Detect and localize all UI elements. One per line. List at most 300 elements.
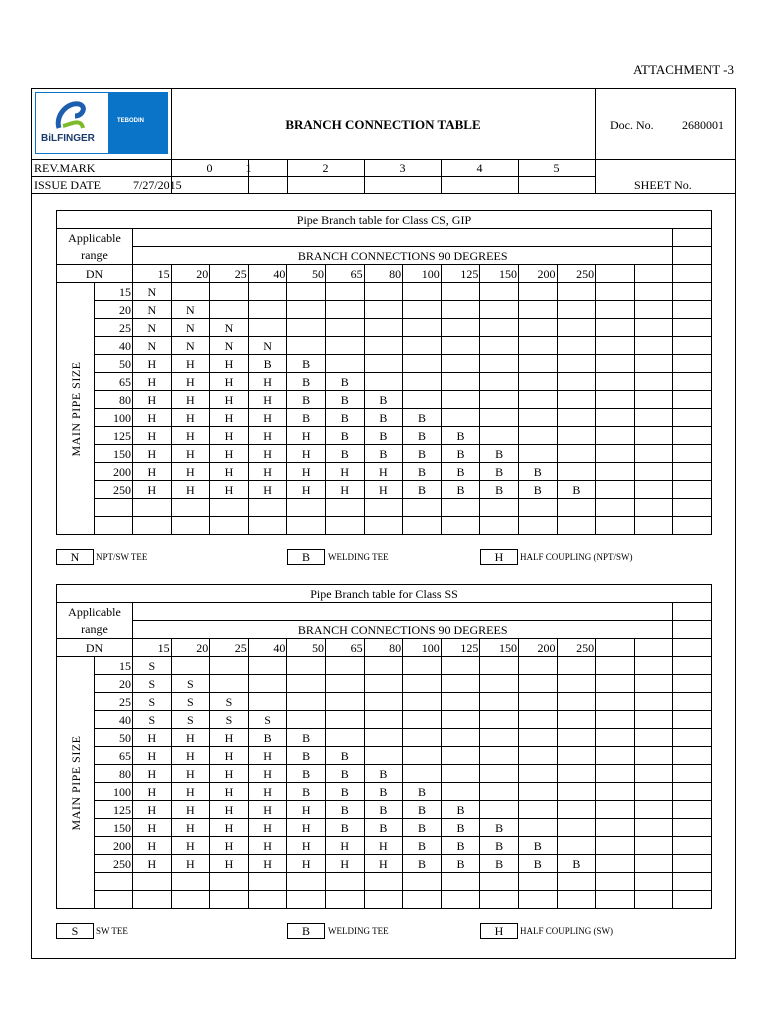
blank-cell <box>325 499 364 517</box>
connection-code: B <box>441 837 480 855</box>
blank-cell <box>364 675 403 693</box>
connection-code: B <box>325 427 364 445</box>
blank-cell <box>480 409 519 427</box>
blank-cell <box>210 517 249 535</box>
rev-mark-2: 2 <box>322 161 329 175</box>
blank-cell <box>596 855 635 873</box>
branch-size-header: 50 <box>287 639 326 657</box>
connection-code: B <box>287 391 326 409</box>
blank-cell <box>518 301 557 319</box>
connection-code: B <box>518 837 557 855</box>
table-row <box>57 765 712 783</box>
blank-cell <box>518 409 557 427</box>
connection-code: B <box>403 783 442 801</box>
blank-cell <box>557 337 596 355</box>
main-size-header: 80 <box>95 391 133 409</box>
main-size-header: 65 <box>95 373 133 391</box>
blank-cell <box>480 499 519 517</box>
table-row <box>57 517 712 535</box>
blank-cell <box>133 517 172 535</box>
blank-cell <box>95 517 133 535</box>
blank-cell <box>364 283 403 301</box>
connection-code: H <box>133 747 172 765</box>
blank-cell <box>480 391 519 409</box>
blank-cell <box>480 319 519 337</box>
blank-cell <box>518 283 557 301</box>
connection-code: H <box>287 855 326 873</box>
blank-cell <box>287 675 326 693</box>
blank-cell <box>673 391 712 409</box>
main-size-header: 100 <box>95 783 133 801</box>
blank-cell <box>673 837 712 855</box>
blank-cell <box>403 711 442 729</box>
connection-code: H <box>171 409 210 427</box>
blank-cell <box>557 747 596 765</box>
blank-cell <box>325 675 364 693</box>
blank-cell <box>634 855 673 873</box>
blank-cell <box>248 301 287 319</box>
connection-code: H <box>325 855 364 873</box>
blank-cell <box>441 747 480 765</box>
branch-size-header: 200 <box>518 639 557 657</box>
connection-code: H <box>171 783 210 801</box>
table-row <box>57 801 712 819</box>
blank-cell <box>557 783 596 801</box>
connection-code: S <box>133 711 172 729</box>
blank-cell <box>480 337 519 355</box>
blank-cell <box>325 873 364 891</box>
blank-cell <box>403 675 442 693</box>
main-size-header: 50 <box>95 729 133 747</box>
blank-cell <box>634 693 673 711</box>
blank-cell <box>673 445 712 463</box>
blank-cell <box>403 319 442 337</box>
connection-code: N <box>210 319 249 337</box>
blank-cell <box>518 765 557 783</box>
legend-label: HALF COUPLING (NPT/SW) <box>520 552 633 562</box>
table-row <box>57 391 712 409</box>
blank-cell <box>634 675 673 693</box>
blank-cell <box>441 517 480 535</box>
connection-code: B <box>403 837 442 855</box>
blank-cell <box>557 675 596 693</box>
rev-mark-label: REV.MARK <box>34 161 96 175</box>
connection-code: H <box>133 819 172 837</box>
blank-cell <box>480 711 519 729</box>
logo-subtext: TEBODIN <box>117 118 144 124</box>
blank-cell <box>133 229 673 247</box>
blank-cell <box>248 873 287 891</box>
blank-cell <box>634 873 673 891</box>
table-row <box>57 427 712 445</box>
legend-code: H <box>480 923 518 939</box>
connection-code: B <box>480 819 519 837</box>
blank-cell <box>518 747 557 765</box>
connection-code: H <box>287 819 326 837</box>
blank-cell <box>480 301 519 319</box>
connection-code: H <box>171 837 210 855</box>
blank-cell <box>634 499 673 517</box>
legend-label: HALF COUPLING (SW) <box>520 926 613 936</box>
blank-cell <box>596 373 635 391</box>
legend-code: B <box>287 549 325 565</box>
blank-cell <box>634 639 673 657</box>
blank-cell <box>596 265 635 283</box>
blank-cell <box>95 873 133 891</box>
blank-cell <box>248 499 287 517</box>
connection-code: H <box>364 481 403 499</box>
blank-cell <box>596 499 635 517</box>
blank-cell <box>557 283 596 301</box>
connection-code: H <box>171 729 210 747</box>
blank-cell <box>596 657 635 675</box>
blank-cell <box>634 391 673 409</box>
doc-number-label: Doc. No. <box>610 118 654 132</box>
connection-code: B <box>287 373 326 391</box>
blank-cell <box>596 391 635 409</box>
main-size-header: 50 <box>95 355 133 373</box>
doc-number: 2680001 <box>682 118 724 132</box>
connection-code: B <box>364 391 403 409</box>
connection-code: H <box>210 373 249 391</box>
blank-cell <box>133 891 172 909</box>
blank-cell <box>287 499 326 517</box>
applicable-label: Applicable <box>57 229 133 247</box>
connection-code: B <box>480 837 519 855</box>
connection-code: H <box>248 783 287 801</box>
blank-cell <box>596 711 635 729</box>
blank-cell <box>441 657 480 675</box>
blank-cell <box>403 517 442 535</box>
table-row <box>57 445 712 463</box>
blank-cell <box>596 639 635 657</box>
branch-size-header: 40 <box>248 265 287 283</box>
blank-cell <box>596 801 635 819</box>
blank-cell <box>518 729 557 747</box>
main-pipe-size-cell <box>57 283 95 535</box>
blank-cell <box>364 693 403 711</box>
blank-cell <box>364 337 403 355</box>
blank-cell <box>634 517 673 535</box>
connection-code: H <box>210 445 249 463</box>
connection-code: H <box>364 463 403 481</box>
main-pipe-size-label: MAIN PIPE SIZE <box>68 734 83 831</box>
blank-cell <box>557 499 596 517</box>
blank-cell <box>403 657 442 675</box>
blank-cell <box>287 283 326 301</box>
connection-code: B <box>287 765 326 783</box>
blank-cell <box>403 729 442 747</box>
blank-cell <box>441 873 480 891</box>
connection-code: S <box>248 711 287 729</box>
blank-cell <box>673 499 712 517</box>
connection-code: H <box>325 481 364 499</box>
blank-cell <box>518 517 557 535</box>
blank-cell <box>596 337 635 355</box>
branch-table <box>56 210 712 535</box>
connection-code: B <box>441 481 480 499</box>
blank-cell <box>480 765 519 783</box>
branch-size-header: 65 <box>325 639 364 657</box>
blank-cell <box>518 319 557 337</box>
issue-date: 7/27/2015 <box>133 178 182 192</box>
connection-code: H <box>248 765 287 783</box>
connection-code: S <box>133 675 172 693</box>
blank-cell <box>441 391 480 409</box>
rev-mark-5: 5 <box>553 161 560 175</box>
blank-cell <box>287 517 326 535</box>
branch-size-header: 65 <box>325 265 364 283</box>
connection-code: N <box>171 301 210 319</box>
main-size-header: 250 <box>95 855 133 873</box>
blank-cell <box>287 301 326 319</box>
table-row <box>57 855 712 873</box>
blank-cell <box>171 873 210 891</box>
blank-cell <box>634 711 673 729</box>
blank-cell <box>557 891 596 909</box>
blank-cell <box>596 837 635 855</box>
main-size-header: 15 <box>95 657 133 675</box>
connection-code: H <box>171 355 210 373</box>
table-row <box>57 373 712 391</box>
blank-cell <box>634 765 673 783</box>
main-size-header: 125 <box>95 801 133 819</box>
blank-cell <box>596 675 635 693</box>
blank-cell <box>673 517 712 535</box>
blank-cell <box>403 873 442 891</box>
blank-cell <box>95 891 133 909</box>
blank-cell <box>403 765 442 783</box>
blank-cell <box>634 265 673 283</box>
connection-code: B <box>364 765 403 783</box>
connection-code: B <box>325 801 364 819</box>
connection-code: H <box>210 783 249 801</box>
blank-cell <box>325 337 364 355</box>
company-logo <box>35 92 168 154</box>
blank-cell <box>673 247 712 265</box>
blank-cell <box>518 819 557 837</box>
blank-cell <box>634 463 673 481</box>
blank-cell <box>441 409 480 427</box>
blank-cell <box>248 517 287 535</box>
blank-cell <box>596 427 635 445</box>
table-row <box>57 837 712 855</box>
connection-code: H <box>133 391 172 409</box>
connection-code: B <box>287 783 326 801</box>
blank-cell <box>480 517 519 535</box>
branch-size-header: 25 <box>210 639 249 657</box>
blank-cell <box>480 373 519 391</box>
blank-cell <box>673 873 712 891</box>
blank-cell <box>634 819 673 837</box>
blank-cell <box>441 783 480 801</box>
connection-code: H <box>171 445 210 463</box>
blank-cell <box>480 873 519 891</box>
branch-connections-label: BRANCH CONNECTIONS 90 DEGREES <box>133 247 673 265</box>
blank-cell <box>634 657 673 675</box>
blank-cell <box>518 675 557 693</box>
blank-cell <box>287 711 326 729</box>
connection-code: B <box>557 855 596 873</box>
connection-code: B <box>325 765 364 783</box>
blank-cell <box>673 481 712 499</box>
blank-cell <box>557 819 596 837</box>
connection-code: H <box>210 427 249 445</box>
blank-cell <box>403 283 442 301</box>
blank-cell <box>634 729 673 747</box>
connection-code: H <box>210 409 249 427</box>
connection-code: B <box>403 855 442 873</box>
connection-code: N <box>210 337 249 355</box>
connection-code: H <box>287 445 326 463</box>
blank-cell <box>596 355 635 373</box>
main-size-header: 100 <box>95 409 133 427</box>
blank-cell <box>596 819 635 837</box>
blank-cell <box>287 891 326 909</box>
blank-cell <box>634 891 673 909</box>
branch-size-header: 80 <box>364 639 403 657</box>
connection-code: B <box>287 729 326 747</box>
blank-cell <box>673 819 712 837</box>
table-row <box>57 819 712 837</box>
logo-text: BiLFINGER <box>41 133 95 144</box>
blank-cell <box>673 855 712 873</box>
blank-cell <box>480 427 519 445</box>
table-row <box>57 693 712 711</box>
blank-cell <box>557 873 596 891</box>
blank-cell <box>171 283 210 301</box>
blank-cell <box>210 301 249 319</box>
connection-code: H <box>171 801 210 819</box>
blank-cell <box>248 283 287 301</box>
blank-cell <box>557 319 596 337</box>
connection-code: H <box>171 819 210 837</box>
rev-mark-3: 3 <box>399 161 406 175</box>
main-size-header: 125 <box>95 427 133 445</box>
main-size-header: 20 <box>95 675 133 693</box>
blank-cell <box>480 675 519 693</box>
blank-cell <box>518 891 557 909</box>
main-size-header: 15 <box>95 283 133 301</box>
connection-code: N <box>133 319 172 337</box>
blank-cell <box>403 391 442 409</box>
branch-size-header: 25 <box>210 265 249 283</box>
blank-cell <box>634 319 673 337</box>
connection-code: H <box>248 409 287 427</box>
connection-code: H <box>171 373 210 391</box>
blank-cell <box>210 675 249 693</box>
legend-label: SW TEE <box>96 926 128 936</box>
main-size-header: 150 <box>95 445 133 463</box>
connection-code: B <box>518 463 557 481</box>
connection-code: B <box>403 409 442 427</box>
blank-cell <box>364 891 403 909</box>
connection-code: H <box>133 765 172 783</box>
connection-code: H <box>210 819 249 837</box>
blank-cell <box>364 355 403 373</box>
connection-code: B <box>325 445 364 463</box>
connection-code: H <box>248 391 287 409</box>
blank-cell <box>518 657 557 675</box>
connection-code: H <box>210 801 249 819</box>
connection-code: B <box>480 481 519 499</box>
connection-code: H <box>210 463 249 481</box>
connection-code: S <box>171 675 210 693</box>
blank-cell <box>596 409 635 427</box>
blank-cell <box>673 639 712 657</box>
connection-code: B <box>441 463 480 481</box>
blank-cell <box>325 319 364 337</box>
legend-code: N <box>56 549 94 565</box>
blank-cell <box>441 729 480 747</box>
blank-cell <box>634 801 673 819</box>
connection-code: H <box>325 837 364 855</box>
branch-size-header: 250 <box>557 265 596 283</box>
connection-code: H <box>171 765 210 783</box>
connection-code: B <box>364 783 403 801</box>
connection-code: H <box>248 427 287 445</box>
blank-cell <box>210 891 249 909</box>
blank-cell <box>557 463 596 481</box>
blank-cell <box>287 319 326 337</box>
connection-code: B <box>325 819 364 837</box>
connection-code: H <box>287 463 326 481</box>
blank-cell <box>596 873 635 891</box>
blank-cell <box>596 783 635 801</box>
connection-code: S <box>133 693 172 711</box>
blank-cell <box>518 873 557 891</box>
connection-code: N <box>133 301 172 319</box>
blank-cell <box>364 301 403 319</box>
table-row <box>57 301 712 319</box>
connection-code: H <box>133 373 172 391</box>
blank-cell <box>210 283 249 301</box>
connection-code: B <box>248 355 287 373</box>
connection-code: B <box>325 373 364 391</box>
main-size-header: 250 <box>95 481 133 499</box>
connection-code: H <box>133 463 172 481</box>
blank-cell <box>441 301 480 319</box>
blank-cell <box>673 783 712 801</box>
connection-code: H <box>210 355 249 373</box>
blank-cell <box>557 391 596 409</box>
connection-code: S <box>133 657 172 675</box>
blank-cell <box>287 337 326 355</box>
connection-code: H <box>248 463 287 481</box>
blank-cell <box>634 837 673 855</box>
blank-cell <box>673 409 712 427</box>
blank-cell <box>210 499 249 517</box>
main-pipe-size-cell <box>57 657 95 909</box>
branch-size-header: 200 <box>518 265 557 283</box>
legend-code: B <box>287 923 325 939</box>
connection-code: N <box>248 337 287 355</box>
blank-cell <box>325 657 364 675</box>
connection-code: H <box>133 837 172 855</box>
blank-cell <box>634 783 673 801</box>
blank-cell <box>441 765 480 783</box>
connection-code: B <box>403 463 442 481</box>
branch-size-header: 15 <box>133 639 172 657</box>
table-row <box>57 891 712 909</box>
main-size-header: 65 <box>95 747 133 765</box>
legend-label: NPT/SW TEE <box>96 552 148 562</box>
legend-label: WELDING TEE <box>328 552 389 562</box>
legend-label: WELDING TEE <box>328 926 389 936</box>
blank-cell <box>210 873 249 891</box>
connection-code: B <box>287 409 326 427</box>
blank-cell <box>673 355 712 373</box>
